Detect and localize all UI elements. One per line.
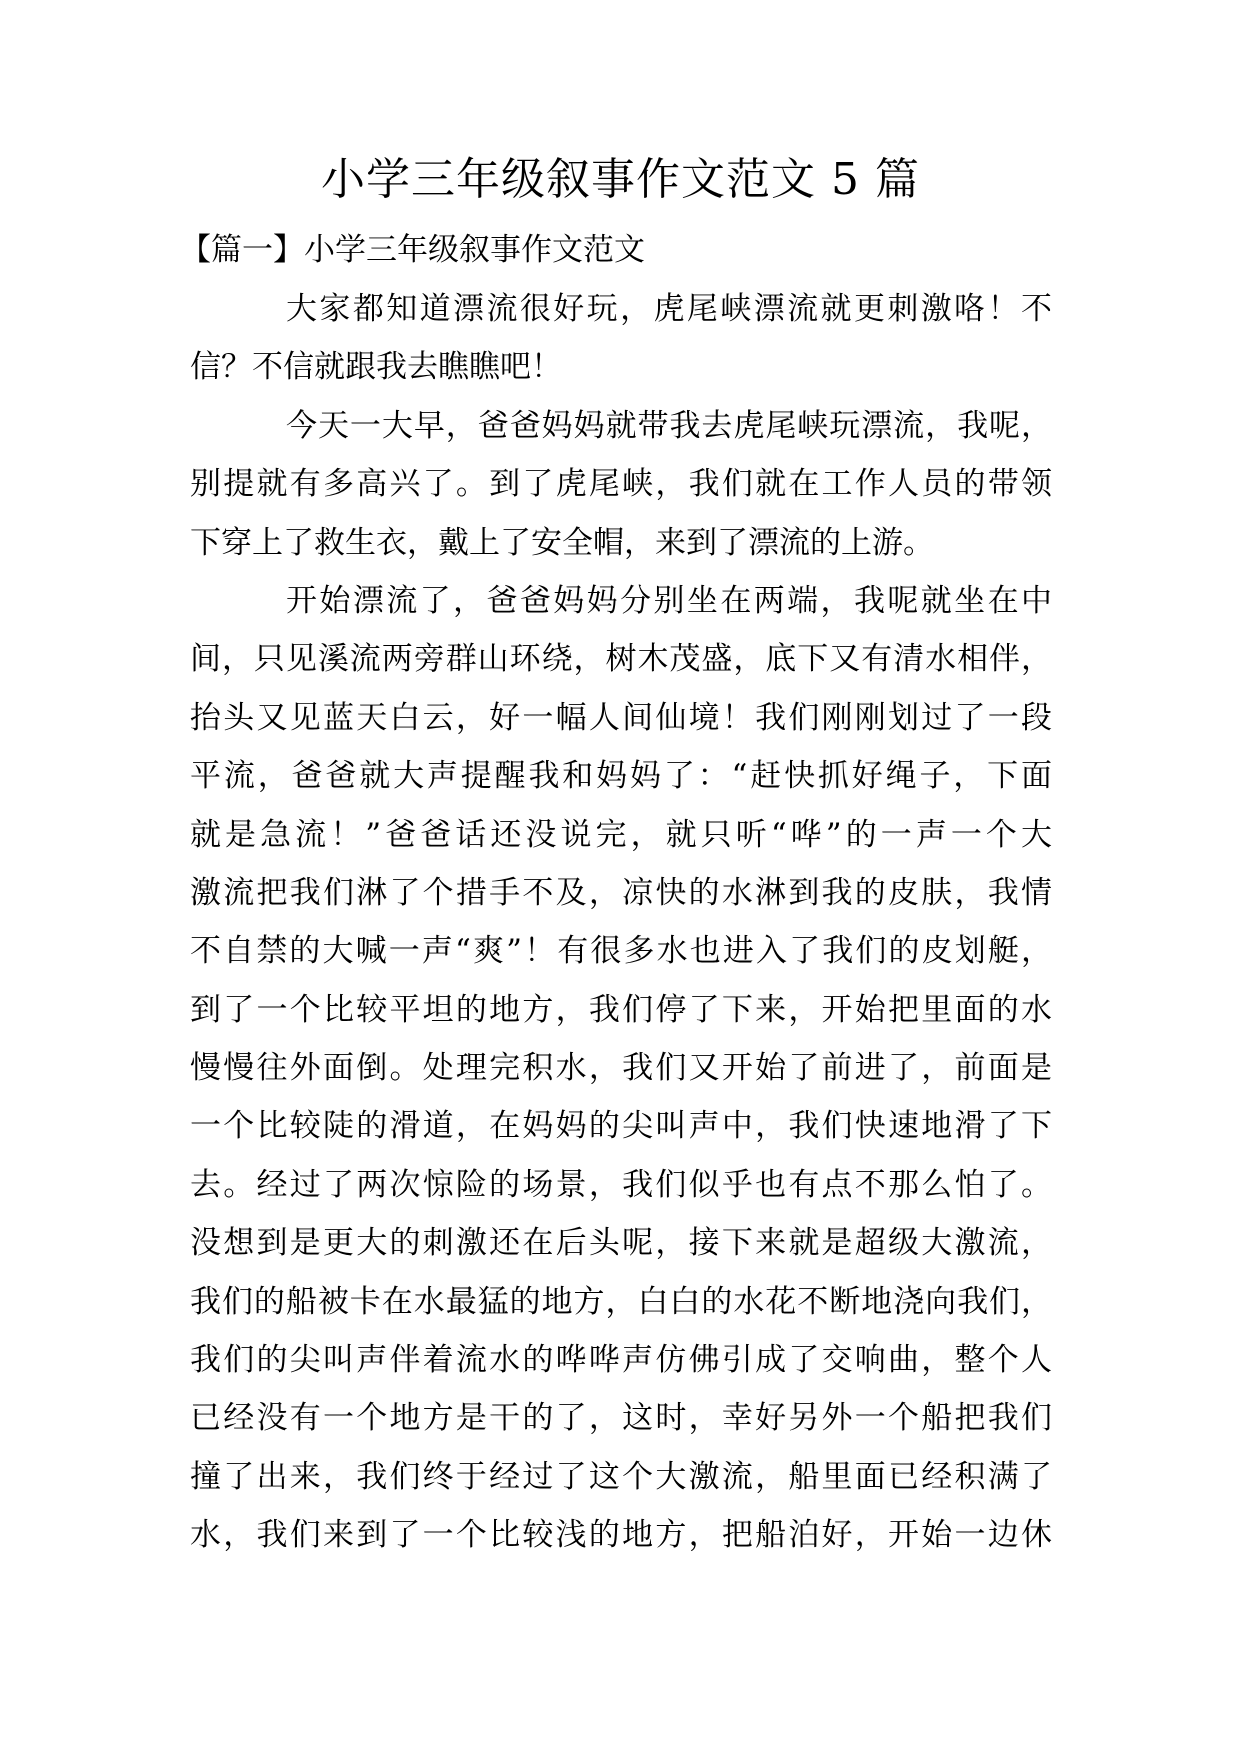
text-line: 大家都知道漂流很好玩，虎尾峡漂流就更刺激咯！不 xyxy=(286,291,1052,327)
text-line: 不自禁的大喊一声“爽”！有很多水也进入了我们的皮划艇， xyxy=(190,933,1052,970)
text-line: 激流把我们淋了个措手不及，凉快的水淋到我的皮肤，我情 xyxy=(190,874,1052,911)
text-line: 慢慢往外面倒。处理完积水，我们又开始了前进了，前面是 xyxy=(190,1050,1052,1087)
text-line: 今天一大早，爸爸妈妈就带我去虎尾峡玩漂流，我呢， xyxy=(286,407,1052,444)
text-line: 信？不信就跟我去瞧瞧吧！ xyxy=(190,349,562,386)
text-line: 已经没有一个地方是干的了，这时，幸好另外一个船把我们 xyxy=(190,1400,1052,1437)
text-line: 下穿上了救生衣，戴上了安全帽，来到了漂流的上游。 xyxy=(190,524,934,561)
page-title: 小学三年级叙事作文范文 5 篇 xyxy=(321,154,920,205)
text-line: 到了一个比较平坦的地方，我们停了下来，开始把里面的水 xyxy=(190,991,1052,1028)
text-line: 我们的船被卡在水最猛的地方，白白的水花不断地浇向我们， xyxy=(190,1283,1052,1320)
text-line: 别提就有多高兴了。到了虎尾峡，我们就在工作人员的带领 xyxy=(190,466,1052,503)
body-text xyxy=(190,280,1052,1565)
text-line: 我们的尖叫声伴着流水的哗哗声仿佛引成了交响曲，整个人 xyxy=(190,1342,1052,1379)
text-line: 平流，爸爸就大声提醒我和妈妈了：“赶快抓好绳子，下面 xyxy=(190,758,1052,795)
text-line: 抬头又见蓝天白云，好一幅人间仙境！我们刚刚划过了一段 xyxy=(190,699,1052,736)
text-line: 就是急流！”爸爸话还没说完，就只听“哗”的一声一个大 xyxy=(190,816,1052,853)
text-line: 没想到是更大的刺激还在后头呢，接下来就是超级大激流， xyxy=(190,1225,1052,1262)
text-line: 间，只见溪流两旁群山环绕，树木茂盛，底下又有清水相伴， xyxy=(190,641,1052,678)
text-line: 开始漂流了，爸爸妈妈分别坐在两端，我呢就坐在中 xyxy=(286,582,1052,619)
text-line: 一个比较陡的滑道，在妈妈的尖叫声中，我们快速地滑了下 xyxy=(190,1108,1052,1145)
text-line: 水，我们来到了一个比较浅的地方，把船泊好，开始一边休 xyxy=(190,1517,1052,1554)
text-line: 撞了出来，我们终于经过了这个大激流，船里面已经积满了 xyxy=(190,1458,1052,1495)
section-heading: 【篇一】小学三年级叙事作文范文 xyxy=(180,232,645,268)
text-line: 去。经过了两次惊险的场景，我们似乎也有点不那么怕了。 xyxy=(190,1166,1052,1203)
